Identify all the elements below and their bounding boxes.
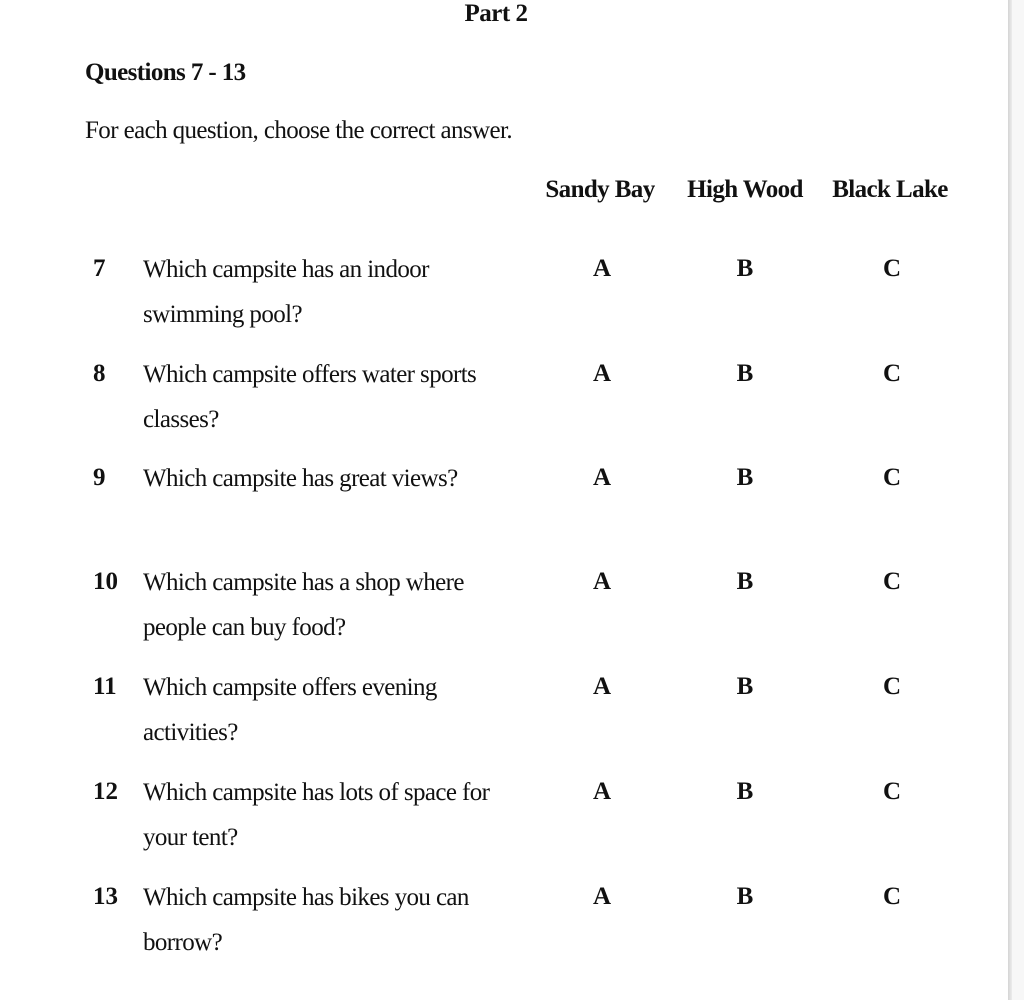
- option-c[interactable]: C: [882, 673, 902, 700]
- question-number: 7: [93, 255, 106, 282]
- question-text: Which campsite has an indoor swimming pool?: [143, 256, 429, 328]
- page-margin-background: [1012, 0, 1024, 1000]
- option-a[interactable]: A: [592, 673, 612, 700]
- part-title: Part 2: [464, 0, 528, 27]
- question-text: Which campsite has lots of space for your tent?: [143, 779, 490, 851]
- question-number: 11: [93, 673, 117, 700]
- question-row: [0, 255, 1000, 355]
- option-c[interactable]: C: [882, 464, 902, 491]
- question-text: Which campsite has bikes you can borrow?: [143, 884, 469, 956]
- column-header-black-lake: Black Lake: [832, 176, 948, 203]
- option-c[interactable]: C: [882, 255, 902, 282]
- questions-heading: Questions 7 - 13: [85, 59, 246, 86]
- question-row: [0, 360, 1000, 460]
- option-b[interactable]: B: [736, 255, 754, 282]
- option-a[interactable]: A: [592, 778, 612, 805]
- option-a[interactable]: A: [592, 464, 612, 491]
- question-number: 9: [93, 464, 106, 491]
- question-number: 13: [93, 883, 118, 910]
- option-b[interactable]: B: [736, 360, 754, 387]
- question-number: 12: [93, 778, 118, 805]
- question-text: Which campsite has a shop where people can buy food?: [143, 569, 464, 641]
- option-a[interactable]: A: [592, 883, 612, 910]
- option-a[interactable]: A: [592, 568, 612, 595]
- question-text: Which campsite has great views?: [143, 465, 458, 492]
- option-a[interactable]: A: [592, 360, 612, 387]
- question-row: [0, 673, 1000, 773]
- option-c[interactable]: C: [882, 883, 902, 910]
- option-b[interactable]: B: [736, 673, 754, 700]
- option-b[interactable]: B: [736, 568, 754, 595]
- column-header-sandy-bay: Sandy Bay: [545, 176, 655, 203]
- question-number: 8: [93, 360, 106, 387]
- option-c[interactable]: C: [882, 360, 902, 387]
- instruction-text: For each question, choose the correct answer.: [85, 117, 513, 144]
- question-row: [0, 568, 1000, 668]
- question-row: [0, 778, 1000, 878]
- question-text: Which campsite offers evening activities?: [143, 674, 437, 746]
- question-row: [0, 883, 1000, 983]
- option-a[interactable]: A: [592, 255, 612, 282]
- column-header-high-wood: High Wood: [687, 176, 803, 203]
- option-b[interactable]: B: [736, 883, 754, 910]
- option-b[interactable]: B: [736, 778, 754, 805]
- option-b[interactable]: B: [736, 464, 754, 491]
- question-text: Which campsite offers water sports classes?: [143, 361, 477, 433]
- question-number: 10: [93, 568, 118, 595]
- option-c[interactable]: C: [882, 778, 902, 805]
- question-row: [0, 464, 1000, 564]
- option-c[interactable]: C: [882, 568, 902, 595]
